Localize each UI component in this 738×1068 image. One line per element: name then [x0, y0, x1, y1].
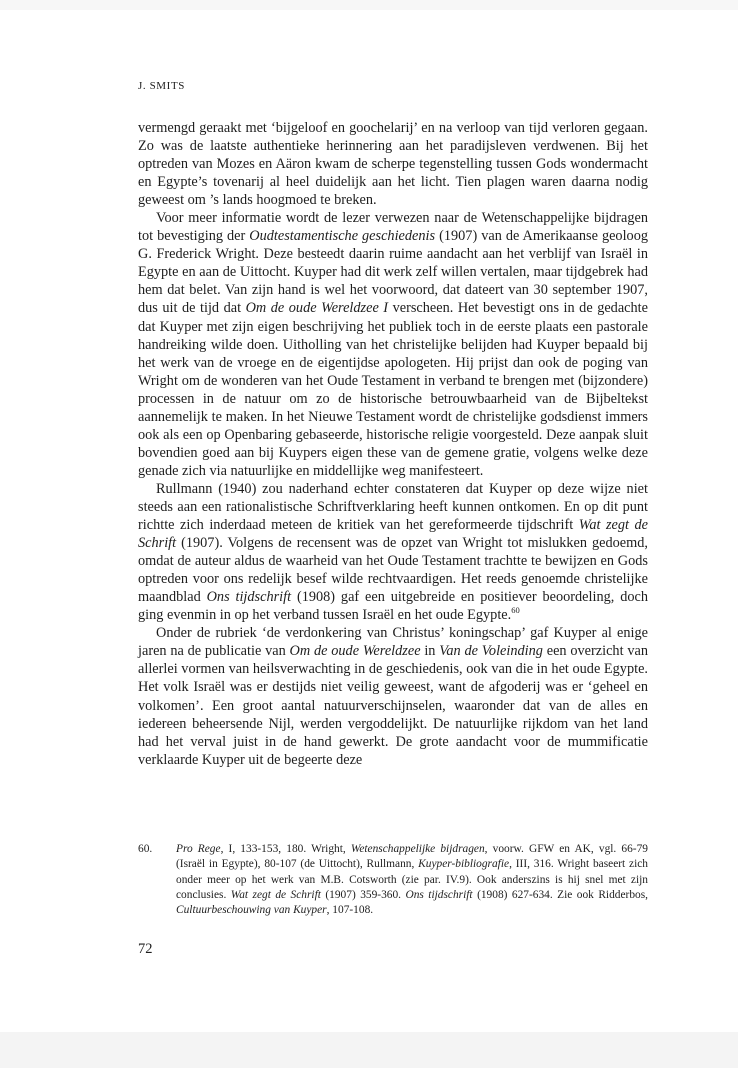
italic-title: Kuyper-bibliografie [418, 858, 510, 871]
scan-top-edge [0, 0, 738, 10]
text-run: Rullmann (1940) zou naderhand echter constateren dat Kuyper op deze wijze niet steeds aan een rationalistische Schriftverklaring heeft kunnen ontkomen. En op dit punt richtte zich inderdaad meteen de kritiek van het gereformeerde tijdschrift [138, 480, 648, 534]
text-run: (1907) 359-360. [320, 888, 406, 901]
footnote-text [176, 842, 648, 918]
italic-title: Cultuurbeschouwing van Kuyper [176, 904, 327, 917]
italic-title: Ons tijdschrift [405, 888, 473, 901]
italic-title: Om de oude Wereldzee [289, 643, 421, 660]
footnote-number: 60. [138, 843, 153, 855]
footnote-reference: 60 [511, 605, 520, 616]
text-run: (1908) 627-634. Zie ook Ridderbos, [472, 888, 649, 901]
italic-title: Van de Voleinding [439, 643, 543, 660]
text-run: , voorw. GFW en AK, vgl. 66-79 (Israël in Egypte), 80-107 (de Uittocht), Rullmann, [176, 843, 648, 871]
italic-title: Pro Rege [176, 843, 221, 855]
text-run: , I, 133-153, 180. Wright, [220, 843, 351, 855]
page-number: 72 [138, 941, 153, 957]
text-run: vermengd geraakt met ‘bijgeloof en goochelarij’ en na verloop van tijd verloren gegaan. Zo was de laatste authentieke herinnering aan het paradijsleven verdwenen. Bij het optreden van Mozes en Aäron kwam de scherpe tegenstelling tussen Gods wondermacht en Egypte’s tovenarij al heel duidelijk aan het licht. Tien plagen waren daarna nodig geweest om ’s lands hoogmoed te breken. [138, 120, 648, 209]
italic-title: Wat zegt de Schrift [138, 517, 648, 552]
body-text [138, 119, 648, 769]
italic-title: Wat zegt de Schrift [230, 888, 321, 901]
italic-title: Wetenschappelijke bijdragen [350, 843, 485, 855]
text-run: (1908) gaf een uitgebreide en positiever beoordeling, doch ging evenmin in op het verband tussen Israël en het oude Egypte. [138, 589, 648, 624]
paragraph-2 [138, 209, 648, 480]
text-run: Onder de rubriek ‘de verdonkering van Christus’ koningschap’ gaf Kuyper al enige jaren na de publicatie van [138, 625, 648, 660]
text-run: verscheen. Het bevestigt ons in de gedachte dat Kuyper met zijn eigen beschrijving het publiek toch in de eerste plaats een pastorale handreiking wilde doen. Uitholling van het christelijke belijden had Kuyper bepaald bij het werk van de vroege en de eigentijdse apologeten. Hij prijst dan ook de poging van Wright om de wonderen van het Oude Testament in verband te brengen met (bijzondere) processen in de natuur om zo de historische betrouwbaarheid van de Bijbeltekst aannemelijk te maken. In het Nieuwe Testament wordt de christelijke godsdienst immers ook als een op Openbaring gebaseerde, historische religie voorgesteld. Deze aanpak sluit bovendien goed aan bij Kuypers eigen these van de gemene gratie, volgens welke deze genade zich via natuurlijke en middellijke weg manifesteert. [138, 300, 648, 479]
running-head: J. SMITS [138, 80, 185, 92]
text-run: in [420, 643, 440, 660]
italic-title: Oudtestamentische geschiedenis [249, 228, 436, 245]
italic-title: Om de oude Wereldzee I [245, 300, 389, 317]
paragraph-4 [138, 624, 648, 768]
paragraph-3 [138, 480, 648, 624]
text-run: , 107-108. [326, 904, 374, 917]
scan-bottom-edge [0, 1032, 738, 1068]
paragraph-1 [138, 119, 648, 209]
text-run: (1907). Volgens de recensent was de opzet van Wright tot mislukken gedoemd, omdat de auteur aldus de waarheid van het Oude Testament trachtte te bewijzen en Gods optreden voor ons redelijk besef wilde rechtvaardigen. Het reeds genoemde christelijke maandblad [138, 535, 648, 606]
italic-title: Ons tijdschrift [206, 589, 292, 606]
footnote-60 [138, 842, 648, 918]
text-run: een overzicht van allerlei vormen van heilsverwachting in de geschiedenis, ook van die in het oude Egypte. Het volk Israël was er destijds niet veilig geweest, want de afgoderij was er ‘geheel en volkomen’. Een groot aantal natuurverschijnselen, waaronder dat van de alles en iedereen beheersende Nijl, werden vergoddelijkt. De natuurlijke rijkdom van het land had het verval juist in de hand gewerkt. De grote aandacht voor de mummificatie verklaarde Kuyper uit de begeerte deze [138, 643, 648, 768]
text-run: Voor meer informatie wordt de lezer verwezen naar de Wetenschappelijke bijdragen tot bevestiging der [138, 210, 648, 245]
text-run: , III, 316. Wright baseert zich onder meer op het werk van M.B. Cotsworth (zie par. IV.9). Ook anderszins is hij snel met zijn conclusies. [176, 858, 648, 901]
text-run: (1907) van de Amerikaanse geoloog G. Frederick Wright. Deze besteedt daarin ruime aandacht aan het verblijf van Israël in Egypte en aan de Uittocht. Kuyper had dit werk zelf willen vertalen, maar tijdgebrek had hem dat belet. Van zijn hand is wel het voorwoord, dat dateert van 30 september 1907, dus uit de tijd dat [138, 228, 649, 317]
